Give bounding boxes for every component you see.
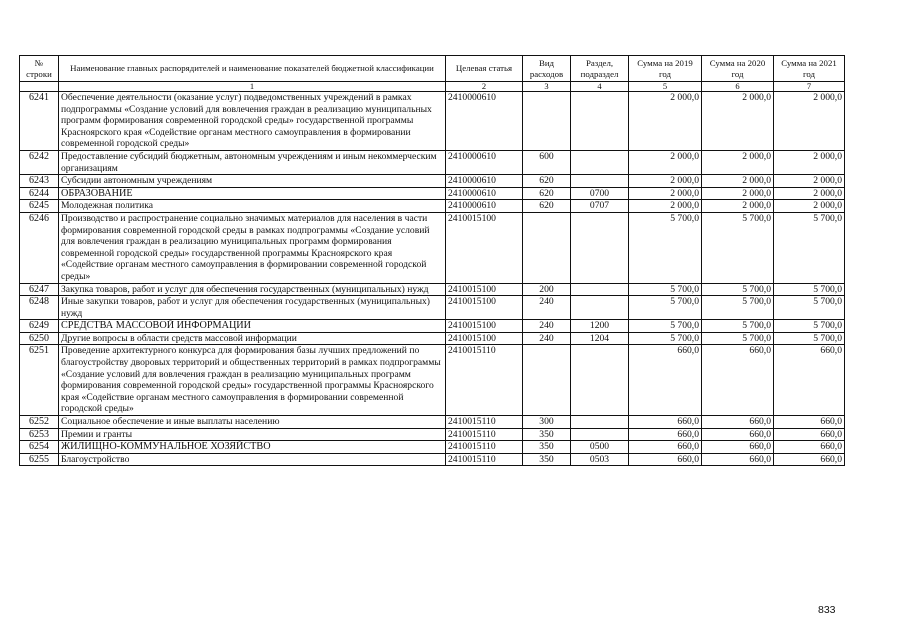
- sum-2021: 660,0: [774, 453, 845, 466]
- table-row: [20, 296, 845, 320]
- row-number: 6244: [20, 187, 59, 200]
- row-number: 6252: [20, 416, 59, 429]
- target-article: 2410000610: [446, 200, 523, 213]
- expense-type: 300: [523, 416, 571, 429]
- target-article: 2410015110: [446, 416, 523, 429]
- column-number: 6: [702, 82, 774, 92]
- target-article: 2410015100: [446, 320, 523, 333]
- section-code: [571, 283, 629, 296]
- sum-2020: 5 700,0: [702, 332, 774, 345]
- sum-2019: 660,0: [629, 345, 702, 416]
- expense-type: 620: [523, 187, 571, 200]
- sum-2019: 5 700,0: [629, 212, 702, 283]
- row-number: 6243: [20, 175, 59, 188]
- sum-2019: 660,0: [629, 453, 702, 466]
- sum-2020: 2 000,0: [702, 150, 774, 174]
- row-number: 6241: [20, 92, 59, 151]
- section-code: [571, 345, 629, 416]
- sum-2019: 5 700,0: [629, 296, 702, 320]
- sum-2020: 660,0: [702, 428, 774, 441]
- item-name: Производство и распространение социально значимых материалов для населения в части формирования современной городской среды в рамках подпрограммы «Создание условий для вовлечения граждан в реализацию муниципальных программ формирования современной городской среды» государственной программы Красноярского края «Содействие органам местного самоуправления в формировании современной городской среды»: [59, 212, 446, 283]
- sum-2019: 5 700,0: [629, 320, 702, 333]
- section-code: 0700: [571, 187, 629, 200]
- sum-2019: 2 000,0: [629, 150, 702, 174]
- page-number: 833: [818, 604, 836, 616]
- sum-2020: 5 700,0: [702, 212, 774, 283]
- expense-type: [523, 345, 571, 416]
- sum-2020: 2 000,0: [702, 92, 774, 151]
- sum-2020: 660,0: [702, 441, 774, 454]
- table-row: [20, 320, 845, 333]
- row-number: 6242: [20, 150, 59, 174]
- sum-2019: 5 700,0: [629, 283, 702, 296]
- target-article: 2410000610: [446, 187, 523, 200]
- item-name: Субсидии автономным учреждениям: [59, 175, 446, 188]
- item-name: Предоставление субсидий бюджетным, автономным учреждениям и иным некоммерческим организациям: [59, 150, 446, 174]
- sum-2020: 2 000,0: [702, 200, 774, 213]
- sum-2021: 2 000,0: [774, 187, 845, 200]
- section-code: [571, 416, 629, 429]
- expense-type: 600: [523, 150, 571, 174]
- sum-2020: 5 700,0: [702, 296, 774, 320]
- column-number: 5: [629, 82, 702, 92]
- expense-type: 240: [523, 332, 571, 345]
- section-code: [571, 428, 629, 441]
- target-article: 2410015110: [446, 345, 523, 416]
- target-article: 2410015110: [446, 453, 523, 466]
- table-row: [20, 345, 845, 416]
- sum-2021: 660,0: [774, 416, 845, 429]
- target-article: 2410015100: [446, 332, 523, 345]
- budget-table: [19, 55, 845, 466]
- row-number: 6254: [20, 441, 59, 454]
- column-number: [20, 82, 59, 92]
- item-name: Социальное обеспечение и иные выплаты населению: [59, 416, 446, 429]
- sum-2019: 2 000,0: [629, 200, 702, 213]
- sum-2021: 660,0: [774, 345, 845, 416]
- table-row: [20, 212, 845, 283]
- header-target-article: Целевая статья: [446, 56, 523, 82]
- section-code: 0500: [571, 441, 629, 454]
- sum-2019: 660,0: [629, 428, 702, 441]
- target-article: 2410000610: [446, 92, 523, 151]
- sum-2020: 660,0: [702, 453, 774, 466]
- row-number: 6246: [20, 212, 59, 283]
- table-row: [20, 332, 845, 345]
- sum-2019: 660,0: [629, 416, 702, 429]
- sum-2019: 660,0: [629, 441, 702, 454]
- target-article: 2410015110: [446, 428, 523, 441]
- item-name: Другие вопросы в области средств массовой информации: [59, 332, 446, 345]
- expense-type: 620: [523, 200, 571, 213]
- sum-2021: 5 700,0: [774, 283, 845, 296]
- sum-2021: 5 700,0: [774, 320, 845, 333]
- sum-2021: 2 000,0: [774, 150, 845, 174]
- item-name: Закупка товаров, работ и услуг для обеспечения государственных (муниципальных) нужд: [59, 283, 446, 296]
- sum-2020: 660,0: [702, 345, 774, 416]
- table-header: [20, 56, 845, 92]
- expense-type: [523, 212, 571, 283]
- expense-type: 350: [523, 453, 571, 466]
- expense-type: [523, 92, 571, 151]
- section-code: 0503: [571, 453, 629, 466]
- column-number: 1: [59, 82, 446, 92]
- sum-2021: 5 700,0: [774, 212, 845, 283]
- section-code: [571, 296, 629, 320]
- header-sum-2021: Сумма на 2021 год: [774, 56, 845, 82]
- table-row: [20, 187, 845, 200]
- item-name: СРЕДСТВА МАССОВОЙ ИНФОРМАЦИИ: [59, 320, 446, 333]
- target-article: 2410000610: [446, 150, 523, 174]
- sum-2019: 2 000,0: [629, 175, 702, 188]
- expense-type: 620: [523, 175, 571, 188]
- expense-type: 240: [523, 320, 571, 333]
- row-number: 6248: [20, 296, 59, 320]
- sum-2021: 5 700,0: [774, 296, 845, 320]
- section-code: 1204: [571, 332, 629, 345]
- section-code: [571, 212, 629, 283]
- table-row: [20, 283, 845, 296]
- item-name: Иные закупки товаров, работ и услуг для обеспечения государственных (муниципальных) нужд: [59, 296, 446, 320]
- table-row: [20, 92, 845, 151]
- target-article: 2410000610: [446, 175, 523, 188]
- item-name: Обеспечение деятельности (оказание услуг) подведомственных учреждений в рамках подпрограммы «Создание условий для вовлечения граждан в реализацию муниципальных программ формирования современной городской среды» государственной программы Красноярского края «Содействие органам местного самоуправления в формировании современной городской среды»: [59, 92, 446, 151]
- column-numbers-row: [20, 82, 845, 92]
- column-number: 2: [446, 82, 523, 92]
- header-sum-2020: Сумма на 2020 год: [702, 56, 774, 82]
- expense-type: 240: [523, 296, 571, 320]
- sum-2019: 2 000,0: [629, 187, 702, 200]
- item-name: ОБРАЗОВАНИЕ: [59, 187, 446, 200]
- sum-2020: 5 700,0: [702, 320, 774, 333]
- table-row: [20, 175, 845, 188]
- sum-2021: 2 000,0: [774, 175, 845, 188]
- table-row: [20, 453, 845, 466]
- table-row: [20, 150, 845, 174]
- column-number: 3: [523, 82, 571, 92]
- row-number: 6245: [20, 200, 59, 213]
- column-number: 7: [774, 82, 845, 92]
- section-code: 0707: [571, 200, 629, 213]
- sum-2021: 660,0: [774, 428, 845, 441]
- table-body: [20, 92, 845, 466]
- expense-type: 350: [523, 428, 571, 441]
- table-row: [20, 428, 845, 441]
- section-code: [571, 150, 629, 174]
- section-code: [571, 92, 629, 151]
- header-section: Раздел, подраздел: [571, 56, 629, 82]
- expense-type: 200: [523, 283, 571, 296]
- expense-type: 350: [523, 441, 571, 454]
- sum-2019: 2 000,0: [629, 92, 702, 151]
- section-code: [571, 175, 629, 188]
- item-name: ЖИЛИЩНО-КОММУНАЛЬНОЕ ХОЗЯЙСТВО: [59, 441, 446, 454]
- sum-2021: 660,0: [774, 441, 845, 454]
- row-number: 6251: [20, 345, 59, 416]
- sum-2020: 660,0: [702, 416, 774, 429]
- section-code: 1200: [571, 320, 629, 333]
- sum-2021: 2 000,0: [774, 92, 845, 151]
- row-number: 6253: [20, 428, 59, 441]
- target-article: 2410015100: [446, 212, 523, 283]
- row-number: 6247: [20, 283, 59, 296]
- row-number: 6249: [20, 320, 59, 333]
- table-row: [20, 416, 845, 429]
- item-name: Молодежная политика: [59, 200, 446, 213]
- item-name: Благоустройство: [59, 453, 446, 466]
- row-number: 6250: [20, 332, 59, 345]
- sum-2021: 2 000,0: [774, 200, 845, 213]
- header-expense-type: Вид расходов: [523, 56, 571, 82]
- header-sum-2019: Сумма на 2019 год: [629, 56, 702, 82]
- sum-2020: 2 000,0: [702, 187, 774, 200]
- row-number: 6255: [20, 453, 59, 466]
- sum-2020: 2 000,0: [702, 175, 774, 188]
- target-article: 2410015100: [446, 296, 523, 320]
- item-name: Премии и гранты: [59, 428, 446, 441]
- column-number: 4: [571, 82, 629, 92]
- header-row-number: № строки: [20, 56, 59, 82]
- table-row: [20, 441, 845, 454]
- table-row: [20, 200, 845, 213]
- sum-2020: 5 700,0: [702, 283, 774, 296]
- sum-2019: 5 700,0: [629, 332, 702, 345]
- header-name: Наименование главных распорядителей и наименование показателей бюджетной классификации: [59, 56, 446, 82]
- sum-2021: 5 700,0: [774, 332, 845, 345]
- target-article: 2410015100: [446, 283, 523, 296]
- target-article: 2410015110: [446, 441, 523, 454]
- item-name: Проведение архитектурного конкурса для формирования базы лучших предложений по благоустройству дворовых территорий и общественных территорий в рамках подпрограммы «Создание условий для вовлечения граждан в реализацию муниципальных программ формирования современной городской среды» государственной программы Красноярского края «Содействие органам местного самоуправления в формировании современной городской среды»: [59, 345, 446, 416]
